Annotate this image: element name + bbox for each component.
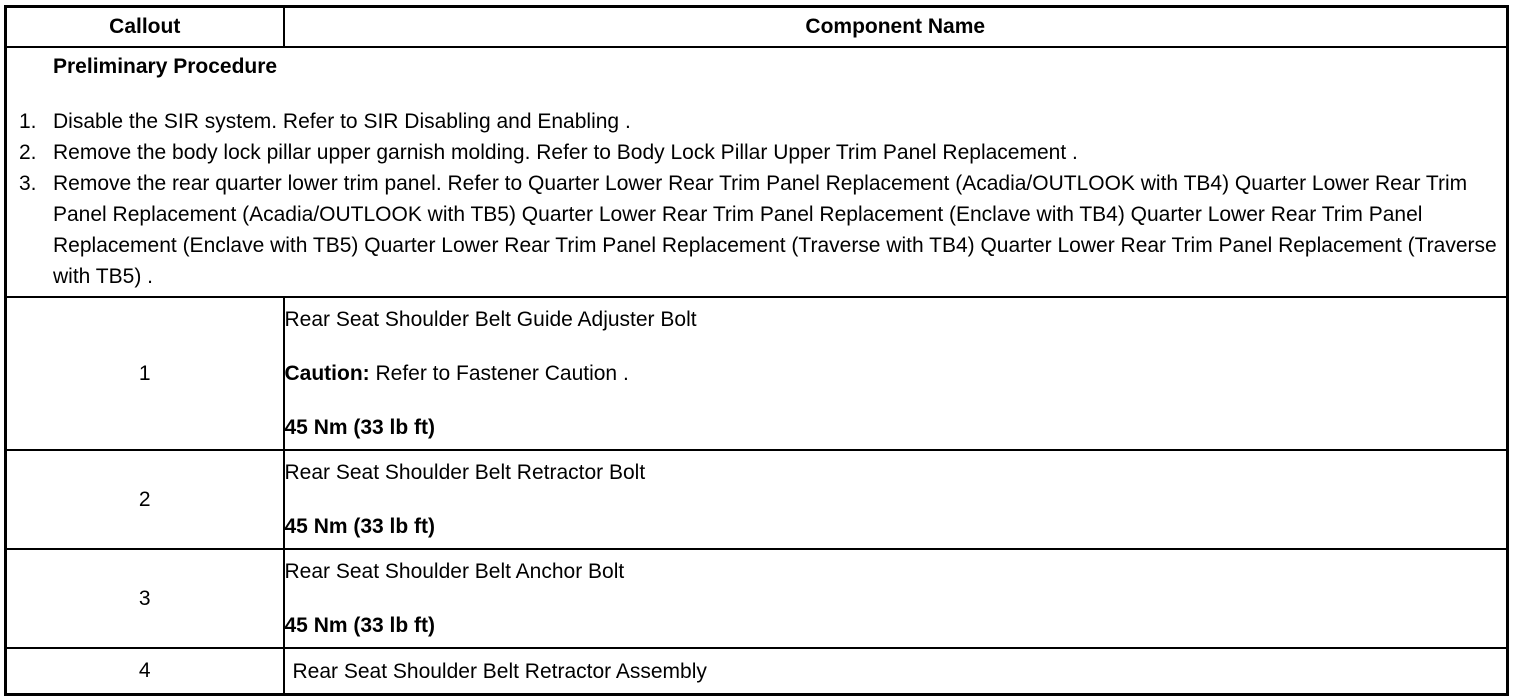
callout-number: 3 [6, 549, 284, 648]
procedure-step [7, 106, 1506, 137]
table-row [6, 450, 1508, 549]
procedure-steps-list [7, 106, 1506, 292]
step-text: Disable the SIR system. Refer to SIR Disabling and Enabling . [53, 110, 631, 133]
component-name: Rear Seat Shoulder Belt Retractor Assembly [292, 660, 707, 683]
step-text: Remove the body lock pillar upper garnish molding. Refer to Body Lock Pillar Upper Trim Panel Replacement . [53, 141, 1078, 164]
caution-text: Refer to Fastener Caution . [369, 361, 629, 385]
component-cell [284, 450, 1508, 549]
component-name-column-header: Component Name [284, 7, 1508, 48]
component-name: Rear Seat Shoulder Belt Retractor Bolt [284, 460, 646, 484]
torque-spec: 45 Nm (33 lb ft) [284, 415, 436, 439]
step-number: 2. [19, 141, 37, 164]
table-row [6, 549, 1508, 648]
step-number: 3. [19, 172, 37, 195]
caution-label: Caution: [284, 361, 370, 385]
preliminary-procedure-cell [6, 47, 1508, 297]
component-cell [284, 549, 1508, 648]
table-row [6, 648, 1508, 695]
component-cell [284, 648, 1508, 695]
component-name: Rear Seat Shoulder Belt Anchor Bolt [284, 559, 625, 583]
callout-column-header: Callout [6, 7, 284, 48]
step-text: Remove the rear quarter lower trim panel. Refer to Quarter Lower Rear Trim Panel Replacement (Acadia/OUTLOOK with TB4) Quarter Lower Rear Trim Panel Replacement (Acadia/OUTLOOK with TB5) Quarter Lower Rear Trim Panel Replacement (Enclave with TB4) Quarter Lower Rear Trim Panel Replacement (Enclave with TB5) Quarter Lower Rear Trim Panel Replacement (Traverse with TB4) Quarter Lower Rear Trim Panel Replacement (Traverse with TB5) . [53, 172, 1497, 288]
component-table [4, 5, 1509, 696]
callout-number: 4 [6, 648, 284, 695]
caution-note [285, 360, 1507, 388]
procedure-step [7, 137, 1506, 168]
callout-number: 1 [6, 297, 284, 450]
step-number: 1. [19, 110, 37, 133]
procedure-step [7, 168, 1506, 292]
component-name: Rear Seat Shoulder Belt Guide Adjuster Bolt [284, 307, 697, 331]
torque-spec: 45 Nm (33 lb ft) [284, 514, 436, 538]
table-header-row [6, 7, 1508, 48]
callout-number: 2 [6, 450, 284, 549]
torque-spec: 45 Nm (33 lb ft) [284, 613, 436, 637]
preliminary-procedure-title: Preliminary Procedure [53, 55, 278, 78]
component-cell [284, 297, 1508, 450]
preliminary-procedure-row [6, 47, 1508, 297]
table-row [6, 297, 1508, 450]
